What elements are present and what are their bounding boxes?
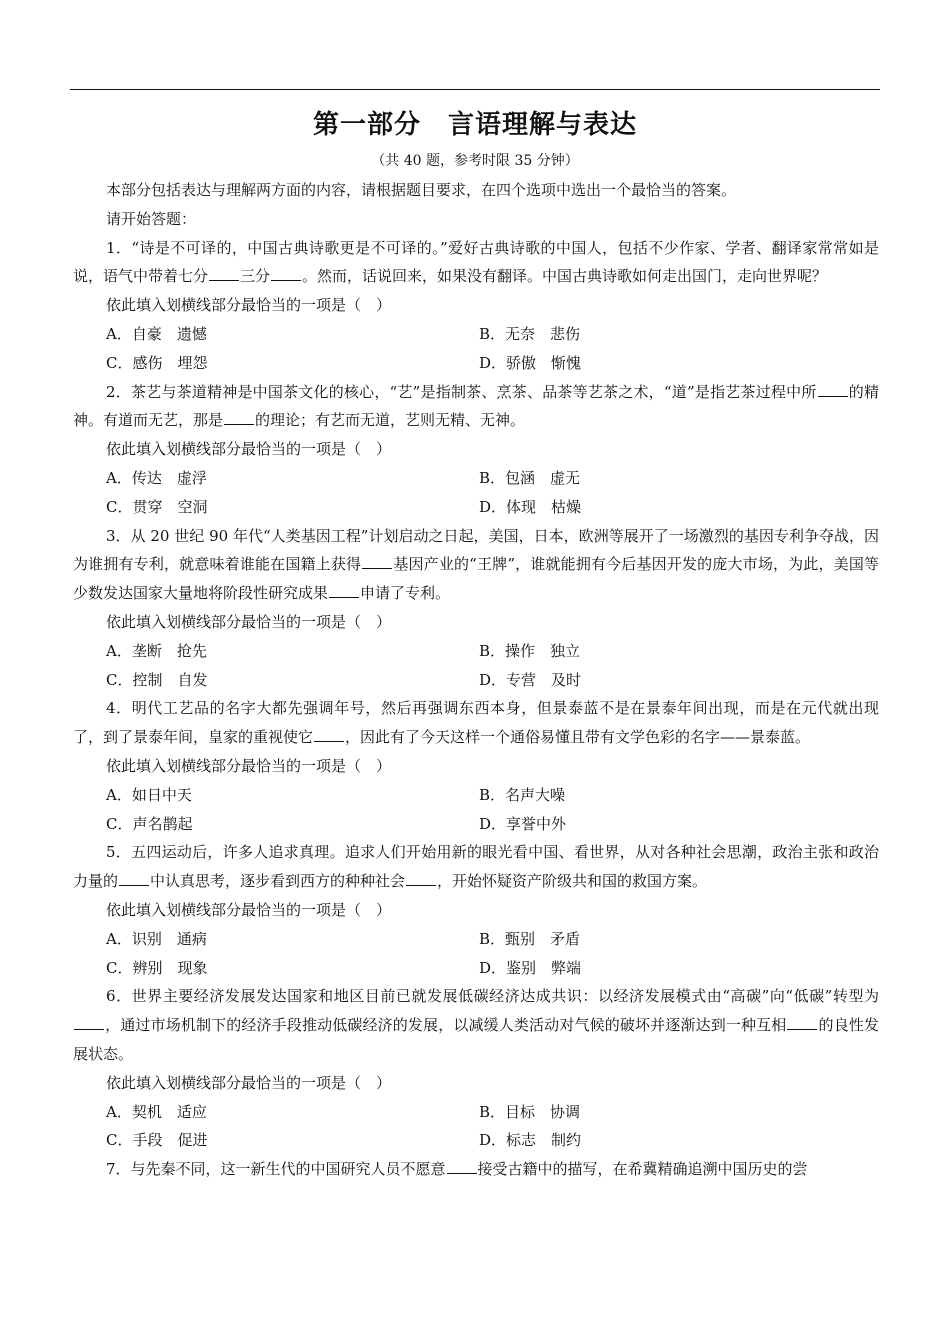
header-rule — [70, 89, 880, 90]
option-a[interactable]: A．传达 虚浮 — [106, 468, 207, 487]
blank — [74, 1015, 104, 1030]
question-text: 5．五四运动后，许多人追求真理。追求人们开始用新的眼光看中国、看世界，从对各种社会思潮，政治主张和政治力量的 — [73, 843, 879, 891]
question-prompt: 依此填入划横线部分最恰当的一项是（ ） — [106, 612, 392, 631]
option-a[interactable]: A．垄断 抢先 — [106, 641, 207, 660]
option-d[interactable]: D．骄傲 惭愧 — [479, 353, 582, 372]
question-text: 。然而，话说回来，如果没有翻译。中国古典诗歌如何走出国门，走向世界呢？ — [302, 267, 828, 286]
question-6 — [73, 982, 879, 1068]
option-c[interactable]: C．控制 自发 — [106, 670, 208, 689]
option-a[interactable]: A．如日中天 — [106, 785, 192, 804]
question-1 — [73, 234, 879, 292]
options-1 — [73, 320, 879, 378]
question-text: 三分 — [240, 267, 271, 286]
option-d[interactable]: D．享誉中外 — [479, 814, 567, 833]
blank — [314, 727, 344, 742]
question-text: 7．与先秦不同，这一新生代的中国研究人员不愿意 — [106, 1160, 446, 1179]
option-c[interactable]: C．感伤 埋怨 — [106, 353, 208, 372]
options-2 — [73, 464, 879, 522]
option-b[interactable]: B．名声大噪 — [479, 785, 566, 804]
blank — [362, 554, 392, 569]
question-text: 基因产业的“王牌”，谁就能拥有今后基因开发的庞大市场，为此，美国等少数发达国家大量地将阶段性研究成果 — [73, 555, 879, 603]
blank — [447, 1159, 477, 1174]
options-4 — [73, 781, 879, 839]
option-a[interactable]: A．识别 通病 — [106, 929, 207, 948]
section-subtitle: （共 40 题，参考时限 35 分钟） — [371, 153, 579, 169]
start-prompt: 请开始答题： — [106, 209, 197, 228]
option-b[interactable]: B．操作 独立 — [479, 641, 581, 660]
question-text: 的精神。有道而无艺，那是 — [73, 382, 879, 430]
option-d[interactable]: D．专营 及时 — [479, 670, 582, 689]
question-prompt: 依此填入划横线部分最恰当的一项是（ ） — [106, 440, 392, 459]
option-b[interactable]: B．目标 协调 — [479, 1102, 581, 1121]
options-3 — [73, 637, 879, 695]
option-c[interactable]: C．辨别 现象 — [106, 958, 208, 977]
question-text: 1．“诗是不可译的，中国古典诗歌更是不可译的。”爱好古典诗歌的中国人，包括不少作家、学者、翻译家常常如是说，语气中带着七分 — [73, 238, 879, 286]
question-text: 4．明代工艺品的名字大都先强调年号，然后再强调东西本身，但景泰蓝不是在景泰年间出现，而是在元代就出现了，到了景泰年间，皇家的重视使它 — [73, 699, 879, 747]
question-text: ，通过市场机制下的经济手段推动低碳经济的发展，以减缓人类活动对气候的破坏并逐渐达到一种互相 — [105, 1016, 787, 1035]
question-prompt: 依此填入划横线部分最恰当的一项是（ ） — [106, 900, 392, 919]
question-prompt: 依此填入划横线部分最恰当的一项是（ ） — [106, 756, 392, 775]
option-a[interactable]: A．自豪 遗憾 — [106, 324, 207, 343]
question-7 — [73, 1155, 879, 1184]
option-d[interactable]: D．标志 制约 — [479, 1131, 582, 1150]
question-text: 接受古籍中的描写，在希冀精确追溯中国历史的尝 — [477, 1160, 808, 1179]
blank — [119, 871, 149, 886]
options-6 — [73, 1098, 879, 1156]
option-b[interactable]: B．甄别 矛盾 — [479, 929, 581, 948]
options-5 — [73, 925, 879, 983]
option-c[interactable]: C．手段 促进 — [106, 1131, 208, 1150]
blank — [209, 266, 239, 281]
option-d[interactable]: D．鉴别 弊端 — [479, 958, 582, 977]
option-c[interactable]: C．声名鹊起 — [106, 814, 193, 833]
blank — [271, 266, 301, 281]
question-text: 申请了专利。 — [360, 584, 451, 603]
blank — [818, 382, 848, 397]
question-4 — [73, 694, 879, 752]
question-prompt: 依此填入划横线部分最恰当的一项是（ ） — [106, 296, 392, 315]
question-text: 的良性发展状态。 — [73, 1016, 879, 1063]
question-text: 中认真思考，逐步看到西方的种种社会 — [150, 872, 406, 891]
question-5 — [73, 838, 879, 896]
blank — [329, 583, 359, 598]
option-b[interactable]: B．无奈 悲伤 — [479, 324, 581, 343]
document-body — [73, 176, 879, 1184]
option-a[interactable]: A．契机 适应 — [106, 1102, 207, 1121]
option-c[interactable]: C．贯穿 空洞 — [106, 497, 208, 516]
question-2 — [73, 378, 879, 436]
blank — [406, 871, 436, 886]
question-text: ，因此有了今天这样一个通俗易懂且带有文学色彩的名字——景泰蓝。 — [345, 728, 811, 747]
question-text: 3．从 20 世纪 90 年代“人类基因工程”计划启动之日起，美国，日本，欧洲等展开了一场激烈的基因专利争夺战，因为谁拥有专利，就意味着谁能在国籍上获得 — [73, 526, 879, 574]
blank — [224, 410, 254, 425]
instructions: 本部分包括表达与理解两方面的内容，请根据题目要求，在四个选项中选出一个最恰当的答案。 — [106, 181, 737, 199]
option-d[interactable]: D．体现 枯燥 — [479, 497, 582, 516]
section-title: 第一部分 言语理解与表达 — [312, 110, 637, 140]
question-prompt: 依此填入划横线部分最恰当的一项是（ ） — [106, 1073, 392, 1092]
question-text: 2．茶艺与茶道精神是中国茶文化的核心，“艺”是指制茶、烹茶、品茶等艺茶之术，“道”是指艺茶过程中所 — [106, 382, 817, 401]
option-b[interactable]: B．包涵 虚无 — [479, 468, 581, 487]
blank — [787, 1015, 817, 1030]
question-text: 的理论；有艺而无道，艺则无精、无神。 — [255, 411, 526, 430]
question-text: ，开始怀疑资产阶级共和国的救国方案。 — [437, 872, 708, 891]
question-text: 6．世界主要经济发展发达国家和地区目前已就发展低碳经济达成共识：以经济发展模式由“高碳”向“低碳”转型为 — [106, 987, 879, 1006]
question-3 — [73, 522, 879, 608]
